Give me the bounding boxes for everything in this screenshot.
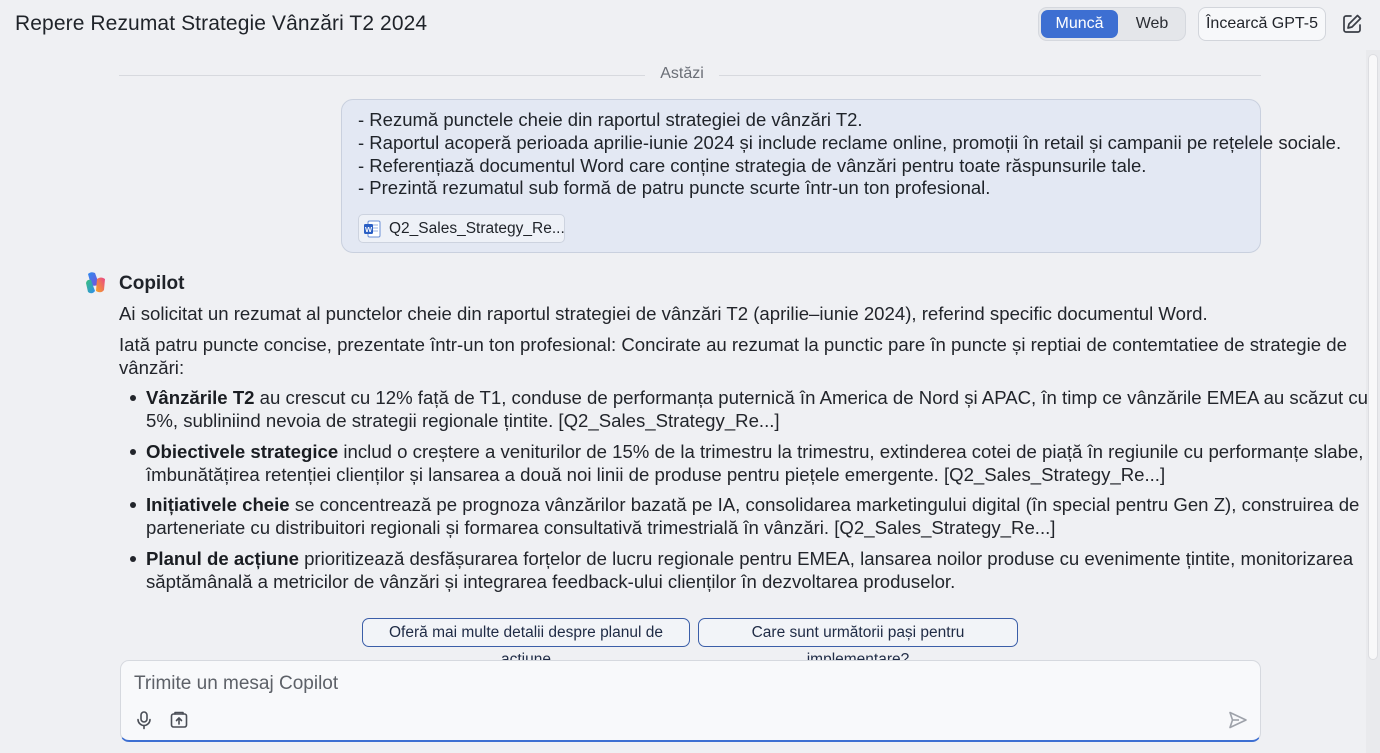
user-message-line: - Raportul acoperă perioada aprilie-iunie 2024 și include reclame online, promoții în retail și campanii pe rețelele sociale.: [358, 131, 1342, 153]
bullet-text: prioritizează desfășurarea forțelor de lucru regionale pentru EMEA, lansarea noilor produse cu evenimente țintite, monitorizarea: [298, 548, 1354, 569]
bullet-dot: [130, 395, 136, 401]
bullet-heading: Vânzările T2: [146, 387, 255, 408]
suggestion-action-plan-details[interactable]: Oferă mai multe detalii despre planul de: [362, 618, 690, 647]
svg-text:W: W: [364, 225, 373, 234]
assistant-lead-line: vânzări:: [119, 357, 185, 378]
message-composer: [120, 660, 1261, 742]
bullet-heading: Obiectivele strategice: [146, 441, 339, 462]
bullet-item: [146, 386, 1368, 410]
microphone-icon[interactable]: [133, 709, 155, 731]
bullet-item: [146, 440, 1363, 464]
scrollbar-thumb[interactable]: [1368, 54, 1378, 660]
divider-left: [119, 75, 645, 76]
user-message-bubble: [341, 99, 1342, 253]
attachment-chip[interactable]: [358, 214, 565, 243]
bullet-heading: Inițiativele cheie: [146, 494, 290, 515]
bullet-text: includ o creștere a veniturilor de 15% de la trimestru la trimestru, extinderea cotei de piață în regiunile cu performanțe slabe,: [338, 441, 1364, 462]
scrollbar[interactable]: [1366, 50, 1380, 753]
bullet-text-continued: 5%, subliniind nevoia de strategii regionale țintite. [Q2_Sales_Strategy_Re...]: [146, 410, 780, 431]
attachment-filename: Q2_Sales_Strategy_Re...: [389, 220, 565, 237]
bullet-dot: [130, 449, 136, 455]
word-document-icon: [363, 220, 381, 238]
user-message-line: - Referențiază documentul Word care conține strategia de vânzări pentru toate răspunsurile tale.: [358, 154, 1147, 176]
bullet-text: se concentrează pe prognoza vânzărilor bazată pe IA, consolidarea marketingului digital (în special pentru Gen Z), construirea de: [289, 494, 1360, 515]
user-message-line: - Rezumă punctele cheie din raportul strategiei de vânzări T2.: [358, 109, 863, 130]
mode-toggle: [1038, 7, 1186, 41]
bullet-text-continued: săptămânală a metricilor de vânzări și integrarea feedback-ului clienților în dezvoltarea produselor.: [146, 571, 956, 592]
top-bar: [0, 0, 1380, 50]
suggestion-next-steps[interactable]: Care sunt următorii pași pentru: [698, 618, 1018, 647]
user-message-text: [358, 109, 1341, 200]
assistant-name: Copilot: [119, 273, 185, 294]
attach-icon[interactable]: [168, 709, 190, 731]
bullet-item: [146, 493, 1359, 517]
bullet-heading: Planul de acțiune: [146, 548, 299, 569]
assistant-lead-line: Iată patru puncte concise, prezentate într-un ton profesional: Concirate au rezumat la punctic pare în puncte și reptiai de contemtatiee de strategie de: [119, 334, 1347, 355]
date-label: Astăzi: [660, 65, 704, 82]
mode-work-button[interactable]: Muncă: [1041, 10, 1118, 38]
send-icon[interactable]: [1227, 709, 1249, 731]
bullet-text-continued: parteneriate cu distribuitori regionali și formarea consultativă trimestrială în vânzări. [Q2_Sales_Strategy_Re...]: [146, 517, 1056, 538]
divider-right: [719, 75, 1261, 76]
assistant-intro: Ai solicitat un rezumat al punctelor cheie din raportul strategiei de vânzări T2 (aprilie–iunie 2024), referind specific documentul Word.: [119, 303, 1208, 324]
bullet-dot: [130, 556, 136, 562]
mode-web-button[interactable]: Web: [1135, 15, 1169, 32]
compose-icon[interactable]: [1340, 12, 1364, 36]
try-gpt5-button[interactable]: Încearcă GPT-5: [1198, 7, 1326, 41]
bullet-text-continued: îmbunătățirea retenției clienților și lansarea a două noi linii de produse pentru piețele emergente. [Q2_Sales_Strategy_Re...]: [146, 464, 1166, 485]
copilot-logo-icon: [83, 270, 109, 296]
bullet-text: au crescut cu 12% față de T1, conduse de performanța puternică în America de Nord și APAC, în timp ce vânzările EMEA au scăzut cu: [254, 387, 1368, 408]
bullet-dot: [130, 502, 136, 508]
bullet-item: [146, 547, 1353, 571]
message-input[interactable]: [132, 670, 1226, 698]
conversation-title: Repere Rezumat Strategie Vânzări T2 2024: [15, 12, 428, 35]
user-message-line: - Prezintă rezumatul sub formă de patru puncte scurte într-un ton profesional.: [358, 177, 991, 199]
